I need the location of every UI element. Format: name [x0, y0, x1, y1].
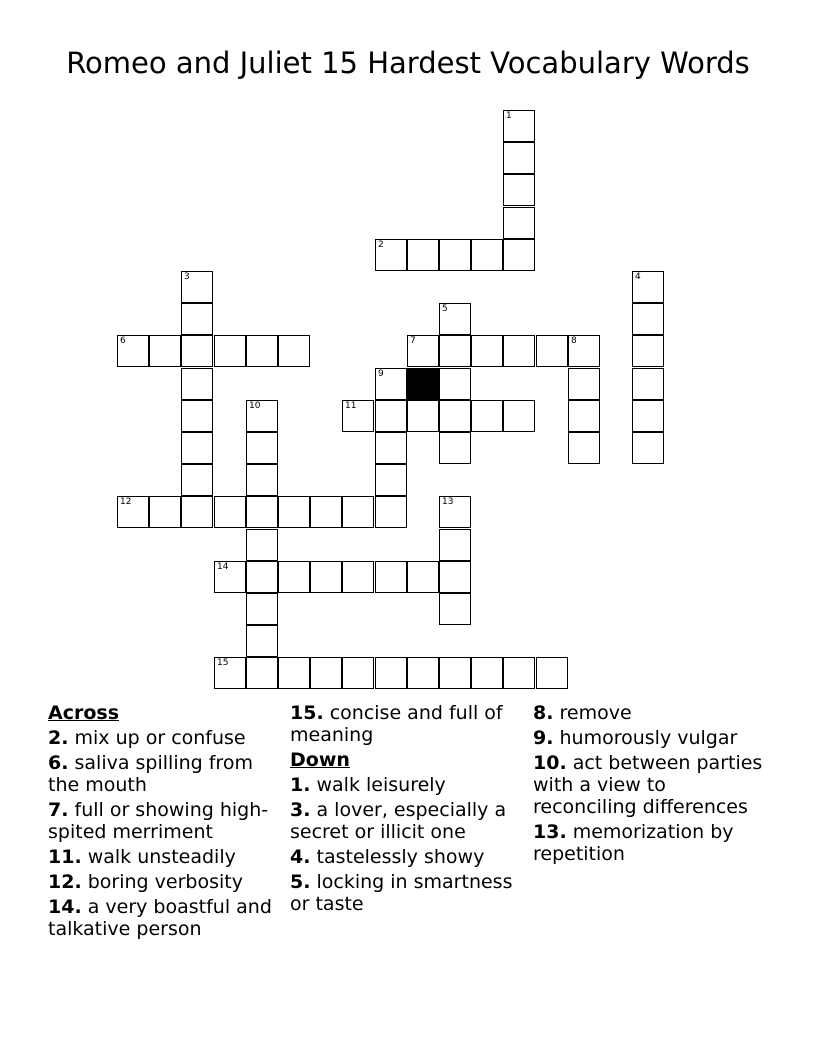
clue-item: [290, 799, 526, 843]
grid-cell[interactable]: [278, 657, 310, 689]
grid-cell[interactable]: [632, 271, 664, 303]
clue-number: 2.: [48, 727, 69, 749]
clue-number-label: 3: [184, 272, 190, 282]
grid-cell[interactable]: [503, 400, 535, 432]
clue-text: memorization by repetition: [533, 821, 734, 865]
clue-text: walk leisurely: [316, 774, 446, 796]
grid-cell[interactable]: [181, 400, 213, 432]
grid-cell[interactable]: [149, 335, 181, 367]
grid-cell[interactable]: [439, 368, 471, 400]
grid-cell[interactable]: [310, 561, 342, 593]
clues-column-1: [48, 702, 284, 943]
clue-item: [290, 702, 526, 746]
clue-number: 15.: [290, 702, 324, 724]
grid-cell[interactable]: [439, 593, 471, 625]
clue-item: [48, 846, 284, 868]
grid-cell[interactable]: [375, 239, 407, 271]
clue-number: 13.: [533, 821, 567, 843]
clue-number-label: 10: [249, 401, 261, 411]
grid-cell[interactable]: [278, 561, 310, 593]
grid-cell[interactable]: [439, 529, 471, 561]
grid-cell[interactable]: [214, 335, 246, 367]
grid-cell[interactable]: [246, 464, 278, 496]
clue-number-label: 5: [442, 304, 448, 314]
clue-item: [48, 896, 284, 940]
clue-number-label: 8: [571, 336, 577, 346]
clue-text: act between parties with a view to reconciling differences: [533, 752, 763, 818]
clue-number: 1.: [290, 774, 311, 796]
grid-cell[interactable]: [471, 400, 503, 432]
clue-number: 4.: [290, 846, 311, 868]
grid-cell[interactable]: [375, 368, 407, 400]
grid-cell[interactable]: [375, 464, 407, 496]
clue-number-label: 11: [345, 401, 357, 411]
grid-cell[interactable]: [246, 335, 278, 367]
grid-cell[interactable]: [503, 657, 535, 689]
clue-number: 5.: [290, 871, 311, 893]
clue-item: [290, 774, 526, 796]
grid-cell[interactable]: [407, 400, 439, 432]
clue-number-label: 15: [217, 658, 229, 668]
clue-item: [533, 821, 769, 865]
grid-cell[interactable]: [117, 496, 149, 528]
clue-number-label: 4: [635, 272, 641, 282]
grid-cell[interactable]: [375, 496, 407, 528]
grid-cell[interactable]: [568, 432, 600, 464]
grid-cell[interactable]: [375, 400, 407, 432]
clue-number: 11.: [48, 846, 82, 868]
grid-cell[interactable]: [632, 432, 664, 464]
grid-cell[interactable]: [568, 368, 600, 400]
clue-text: full or showing high-spited merriment: [48, 799, 269, 843]
grid-cell[interactable]: [278, 335, 310, 367]
clue-number-label: 9: [378, 369, 384, 379]
clue-text: remove: [559, 702, 632, 724]
grid-cell[interactable]: [439, 400, 471, 432]
grid-cell[interactable]: [503, 207, 535, 239]
clue-number-label: 14: [217, 562, 229, 572]
grid-cell[interactable]: [246, 529, 278, 561]
grid-cell[interactable]: [439, 496, 471, 528]
grid-cell[interactable]: [632, 368, 664, 400]
grid-cell[interactable]: [439, 561, 471, 593]
clue-text: concise and full of meaning: [290, 702, 503, 746]
clue-number: 10.: [533, 752, 567, 774]
grid-cell[interactable]: [246, 625, 278, 657]
grid-cell[interactable]: [246, 561, 278, 593]
clue-number-label: 7: [410, 336, 416, 346]
clue-number: 3.: [290, 799, 311, 821]
grid-cell[interactable]: [471, 657, 503, 689]
grid-cell[interactable]: [181, 368, 213, 400]
grid-cell[interactable]: [407, 561, 439, 593]
grid-cell[interactable]: [439, 432, 471, 464]
grid-cell[interactable]: [246, 593, 278, 625]
grid-cell[interactable]: [632, 303, 664, 335]
grid-cell[interactable]: [375, 432, 407, 464]
clue-number: 8.: [533, 702, 554, 724]
grid-cell[interactable]: [149, 496, 181, 528]
clue-text: locking in smartness or taste: [290, 871, 513, 915]
clues-column-3: [533, 702, 769, 868]
clue-item: [290, 871, 526, 915]
grid-cell[interactable]: [117, 335, 149, 367]
grid-cell[interactable]: [214, 561, 246, 593]
clue-text: saliva spilling from the mouth: [48, 752, 253, 796]
clue-number: 9.: [533, 727, 554, 749]
grid-cell[interactable]: [310, 657, 342, 689]
clue-number-label: 6: [120, 336, 126, 346]
grid-cell[interactable]: [342, 561, 374, 593]
grid-cell[interactable]: [568, 335, 600, 367]
grid-cell[interactable]: [214, 496, 246, 528]
grid-cell[interactable]: [246, 400, 278, 432]
grid-cell[interactable]: [246, 496, 278, 528]
across-heading: Across: [48, 702, 120, 724]
clue-number: 12.: [48, 871, 82, 893]
grid-cell[interactable]: [503, 335, 535, 367]
grid-cell[interactable]: [342, 496, 374, 528]
grid-cell[interactable]: [503, 174, 535, 206]
grid-cell[interactable]: [503, 110, 535, 142]
grid-cell[interactable]: [278, 496, 310, 528]
grid-cell[interactable]: [471, 335, 503, 367]
down-heading: Down: [290, 749, 350, 771]
grid-cell[interactable]: [246, 657, 278, 689]
clue-text: a very boastful and talkative person: [48, 896, 272, 940]
clue-item: [533, 727, 769, 749]
clue-number-label: 2: [378, 240, 384, 250]
grid-cell[interactable]: [214, 657, 246, 689]
clue-number: 7.: [48, 799, 69, 821]
grid-cell[interactable]: [375, 561, 407, 593]
clue-text: walk unsteadily: [87, 846, 236, 868]
clue-text: mix up or confuse: [74, 727, 246, 749]
black-cell: [407, 368, 439, 400]
grid-cell[interactable]: [632, 335, 664, 367]
clue-item: [48, 799, 284, 843]
clue-item: [48, 727, 284, 749]
grid-cell[interactable]: [536, 657, 568, 689]
clue-item: [290, 846, 526, 868]
grid-cell[interactable]: [503, 142, 535, 174]
grid-cell[interactable]: [407, 335, 439, 367]
grid-cell[interactable]: [632, 400, 664, 432]
grid-cell[interactable]: [342, 657, 374, 689]
grid-cell[interactable]: [471, 239, 503, 271]
grid-cell[interactable]: [310, 496, 342, 528]
clue-text: boring verbosity: [87, 871, 243, 893]
grid-cell[interactable]: [181, 432, 213, 464]
clue-number: 14.: [48, 896, 82, 918]
grid-cell[interactable]: [439, 239, 471, 271]
clue-item: [48, 871, 284, 893]
grid-cell[interactable]: [536, 335, 568, 367]
clue-item: [533, 702, 769, 724]
clue-item: [533, 752, 769, 818]
grid-cell[interactable]: [181, 303, 213, 335]
grid-cell[interactable]: [181, 464, 213, 496]
clue-text: a lover, especially a secret or illicit one: [290, 799, 507, 843]
clue-item: [48, 752, 284, 796]
clue-number-label: 1: [506, 111, 512, 121]
clue-number: 6.: [48, 752, 69, 774]
grid-cell[interactable]: [407, 657, 439, 689]
clues-column-2: [290, 702, 526, 918]
grid-cell[interactable]: [439, 303, 471, 335]
grid-cell[interactable]: [342, 400, 374, 432]
grid-cell[interactable]: [246, 432, 278, 464]
clue-number-label: 12: [120, 497, 132, 507]
clue-text: tastelessly showy: [316, 846, 485, 868]
grid-cell[interactable]: [503, 239, 535, 271]
clue-text: humorously vulgar: [559, 727, 738, 749]
page-title: Romeo and Juliet 15 Hardest Vocabulary Words: [66, 46, 750, 80]
clue-number-label: 13: [442, 497, 454, 507]
grid-cell[interactable]: [439, 335, 471, 367]
grid-cell[interactable]: [181, 335, 213, 367]
grid-cell[interactable]: [407, 239, 439, 271]
grid-cell[interactable]: [181, 271, 213, 303]
grid-cell[interactable]: [568, 400, 600, 432]
grid-cell[interactable]: [375, 657, 407, 689]
grid-cell[interactable]: [181, 496, 213, 528]
grid-cell[interactable]: [439, 657, 471, 689]
